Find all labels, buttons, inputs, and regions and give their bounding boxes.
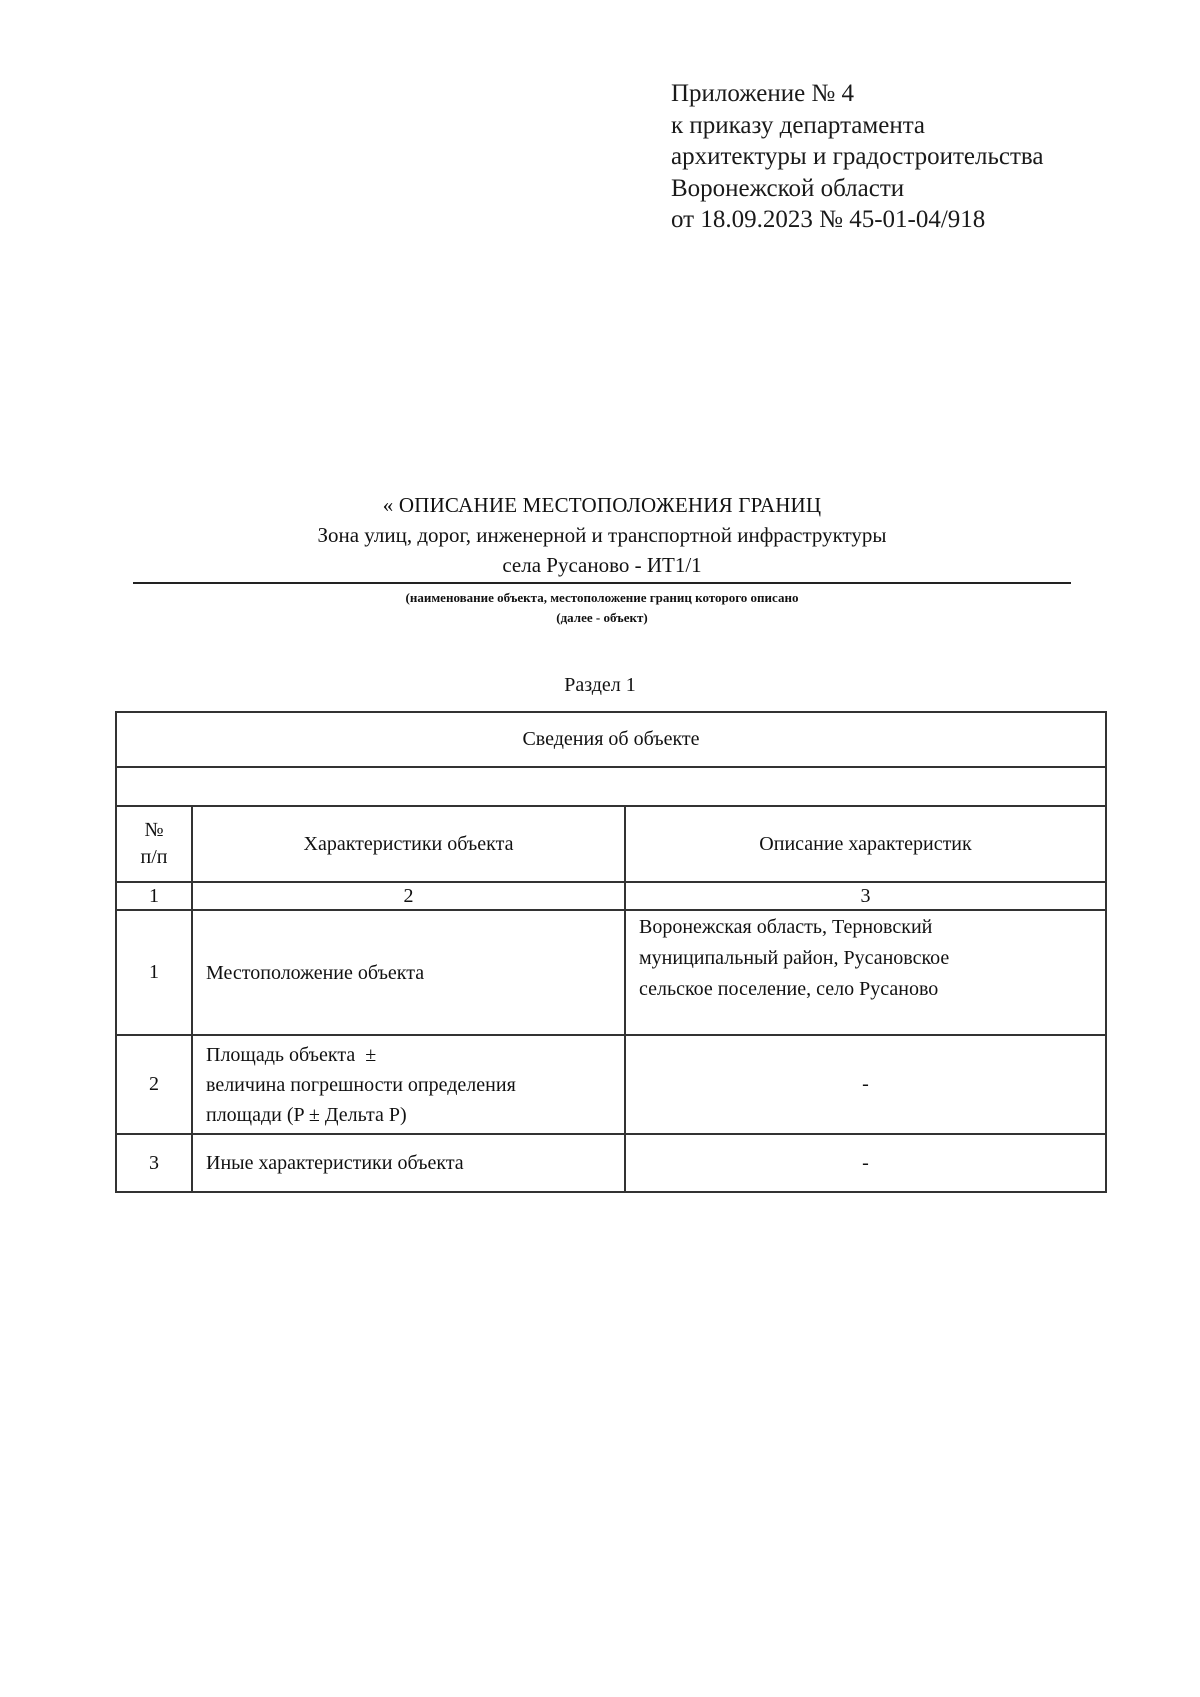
appendix-line: от 18.09.2023 № 45-01-04/918 (671, 206, 986, 233)
column-number-row (116, 882, 1106, 910)
description-line: сельское поселение, село Русаново (639, 978, 939, 1000)
column-number: 3 (625, 882, 1106, 910)
characteristic-line: величина погрешности определения (206, 1073, 516, 1096)
appendix-line: Воронежской области (671, 174, 905, 202)
table-caption: Сведения об объекте (116, 712, 1106, 767)
title-block (133, 490, 1071, 629)
appendix-line: архитектуры и градостроительства (671, 143, 1044, 170)
object-info-table (115, 711, 1107, 1193)
table-caption-row (116, 712, 1106, 767)
row-characteristic (192, 910, 625, 1035)
characteristic-line: площади (P ± Дельта P) (206, 1103, 407, 1126)
header-number-line: п/п (140, 846, 168, 868)
appendix-line: к приказу департамента (671, 111, 926, 139)
row-number: 2 (116, 1035, 192, 1134)
column-number: 2 (192, 882, 625, 910)
row-number: 1 (116, 910, 192, 1035)
title-note-line: (далее - объект) (556, 610, 648, 625)
header-description: Описание характеристик (625, 806, 1106, 882)
section-label: Раздел 1 (564, 674, 636, 696)
appendix-block (671, 78, 1043, 236)
header-characteristics: Характеристики объекта (192, 806, 625, 882)
column-number: 1 (116, 882, 192, 910)
header-number-line: № (144, 819, 164, 841)
characteristic-line: Площадь объекта ± (206, 1043, 377, 1066)
description-line: Воронежская область, Терновский (639, 916, 933, 938)
row-characteristic (192, 1035, 625, 1134)
object-name-line: села Русаново - ИТ1/1 (502, 553, 702, 577)
title-note-line: (наименование объекта, местоположение границ которого описано (405, 590, 799, 605)
row-description: - (625, 1035, 1106, 1134)
characteristic-line: Иные характеристики объекта (206, 1152, 464, 1174)
table-header-row (116, 806, 1106, 882)
table-row (116, 910, 1106, 1035)
document-title: « ОПИСАНИЕ МЕСТОПОЛОЖЕНИЯ ГРАНИЦ (382, 493, 822, 517)
row-number: 3 (116, 1134, 192, 1192)
table-row (116, 1035, 1106, 1134)
table-blank-row (116, 767, 1106, 806)
appendix-line: Приложение № 4 (671, 80, 855, 107)
row-characteristic (192, 1134, 625, 1192)
title-underline (133, 582, 1071, 584)
table-row (116, 1134, 1106, 1192)
header-number-cell (116, 806, 192, 882)
table-blank-cell (116, 767, 1106, 806)
description-line: муниципальный район, Русановское (639, 947, 950, 969)
row-description (625, 910, 1106, 1035)
object-name-line: Зона улиц, дорог, инженерной и транспортной инфраструктуры (317, 523, 887, 547)
row-description: - (625, 1134, 1106, 1192)
characteristic-line: Местоположение объекта (206, 961, 425, 984)
